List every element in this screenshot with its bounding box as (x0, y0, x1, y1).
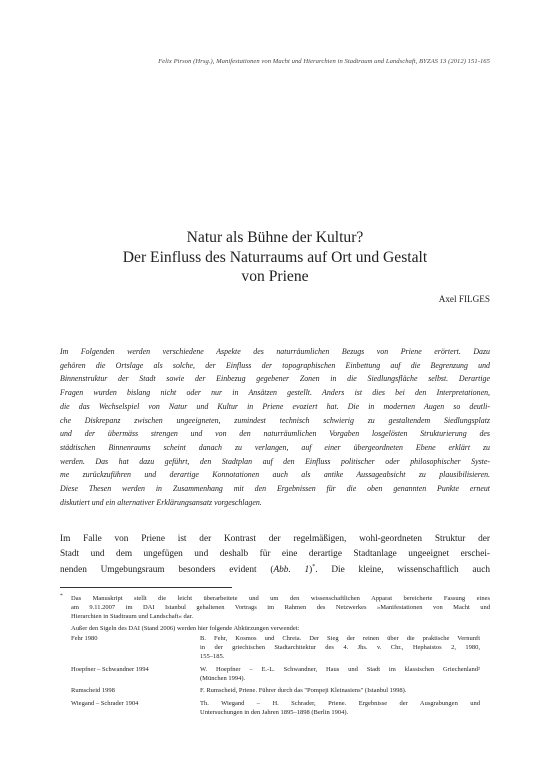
abstract-line: Binnenstruktur der Stadt sowie der Einbezug gegebener Zonen in die Siedlungsfläche selbst. Derartige (60, 374, 490, 384)
abstract-line: che Diskrepanz zwischen ungeeigneten, zumindest technisch schwierig zu gestaltendem Siedlungsplatz (60, 415, 490, 425)
footnote-line: am 9.11.2007 im DAI Istanbul gehaltenen Vortrags im Rahmen des Netzwerkes »Manifestationen von Macht und (71, 604, 490, 612)
title-line: Der Einfluss des Naturraums auf Ort und Gestalt (122, 248, 428, 266)
running-header: Felix Pirson (Hrsg.), Manifestationen von Macht und Hierarchien in Stadtraum und Landschaft, BYZAS 13 (2012) 151-165 (158, 58, 490, 65)
abstract-line: Im Folgenden werden verschiedene Aspekte des naturräumlichen Bezugs von Priene erörtert. Dazu (60, 347, 490, 356)
abbreviation-key: Fehr 1980 (71, 634, 98, 642)
abbreviations-table (60, 634, 490, 717)
abbreviation-row (71, 634, 490, 662)
abstract-line: gehören die Ortslage als solche, der Einfluss der topographischen Einbettung auf die Begrenzung und (60, 360, 490, 370)
abbreviation-key: Hoepfner – Schwandner 1994 (71, 665, 149, 673)
abbreviation-value: Untersuchungen in den Jahren 1895–1898 (Berlin 1904). (200, 708, 349, 716)
body-line: Im Falle von Priene ist der Kontrast der regelmäßigen, wohl-geordneten Struktur der (60, 534, 490, 544)
abbreviation-key: Rumscheid 1998 (71, 687, 115, 695)
abbreviation-row (71, 686, 490, 695)
body-text (60, 532, 490, 578)
abbreviation-value: F. Rumscheid, Priene. Führer durch das "Pompeji Kleinasiens" (Istanbul 1998). (200, 687, 407, 695)
body-line: nenden Umgebungsraum besonders evident (Abb. 1)*. Die kleine, wissenschaftlich auch (60, 563, 490, 575)
abbreviation-value: in der griechischen Stadtarchitektur des 4. Jhs. v. Chr., Hephaistos 2, 1980, (200, 644, 480, 652)
abstract-line: die das Wechselspiel von Natur und Kultur in Priene evoziert hat. Die in modernen Augen so deutli- (60, 401, 490, 411)
abstract-line: Fragen wurden bislang nicht oder nur in Ansätzen gestellt. Anders ist dies bei den Interpretationen, (60, 388, 490, 398)
body-line: Stadt und dem ungefügen und deshalb für eine derartige Stadtanlage ungeeignet erschei- (60, 549, 490, 560)
abstract-line: und der übermäss strengen und von den naturräumlichen Vorgaben losgelösten Strukturierung des (60, 429, 490, 439)
abbreviation-row (71, 665, 490, 683)
author-name: Axel FILGES (438, 294, 490, 304)
abbreviation-value: (München 1994). (200, 674, 246, 682)
footnote-line: Das Manuskript stellt die leicht überarbeitete und um den wissenschaftlichen Apparat bereicherte Fassung eines (71, 595, 490, 602)
title-line: von Priene (241, 268, 309, 285)
abbreviation-key: Wiegand – Schrader 1904 (71, 699, 139, 707)
abstract (60, 345, 490, 509)
abbreviation-value: B. Fehr, Kosmos und Chreia. Der Sieg der reinen über die praktische Vernunft (200, 634, 480, 642)
abbreviation-value: Th. Wiegand – H. Schrader, Priene. Ergebnisse der Ausgrabungen und (200, 699, 480, 707)
article-title (60, 228, 490, 287)
footnote-line: Hierarchien in Stadtraum und Landschaft« dar. (71, 613, 194, 621)
footnote-divider (60, 587, 232, 588)
abstract-line: Diese Thesen werden in Zusammenhang mit den Ergebnissen für die oben genannten Punkte erneut (60, 484, 490, 494)
abbreviation-row (71, 699, 490, 717)
abbreviation-value: 155–185. (200, 653, 225, 661)
abstract-line: me zurückzuführen und derartige Konnotationen auch als antike Aussageabsicht zu plausibilisieren. (60, 470, 490, 480)
abstract-line: städtischen Binnenraums scheint danach zu verlangen, auf einer übergeordneten Ebene erklärt zu (60, 442, 490, 452)
footnote-reference[interactable]: * (312, 563, 316, 570)
abbreviations-intro: Außer den Sigeln des DAI (Stand 2006) werden hier folgende Abkürzungen verwendet: (71, 624, 300, 632)
footnote-mark: * (60, 593, 63, 599)
abstract-line: werden. Das hat dazu geführt, den Stadtplan auf den Einfluss politischer oder philosophischer Syste- (60, 456, 490, 466)
abbreviation-value: W. Hoepfner – E.-L. Schwandner, Haus und Stadt im klassischen Griechenland² (200, 665, 480, 673)
footnote (60, 594, 490, 720)
title-line: Natur als Bühne der Kultur? (186, 229, 364, 246)
abstract-line: diskutiert und ein alternativer Erklärungsansatz vorgeschlagen. (60, 497, 262, 507)
figure-reference[interactable]: Abb. 1 (273, 564, 310, 575)
